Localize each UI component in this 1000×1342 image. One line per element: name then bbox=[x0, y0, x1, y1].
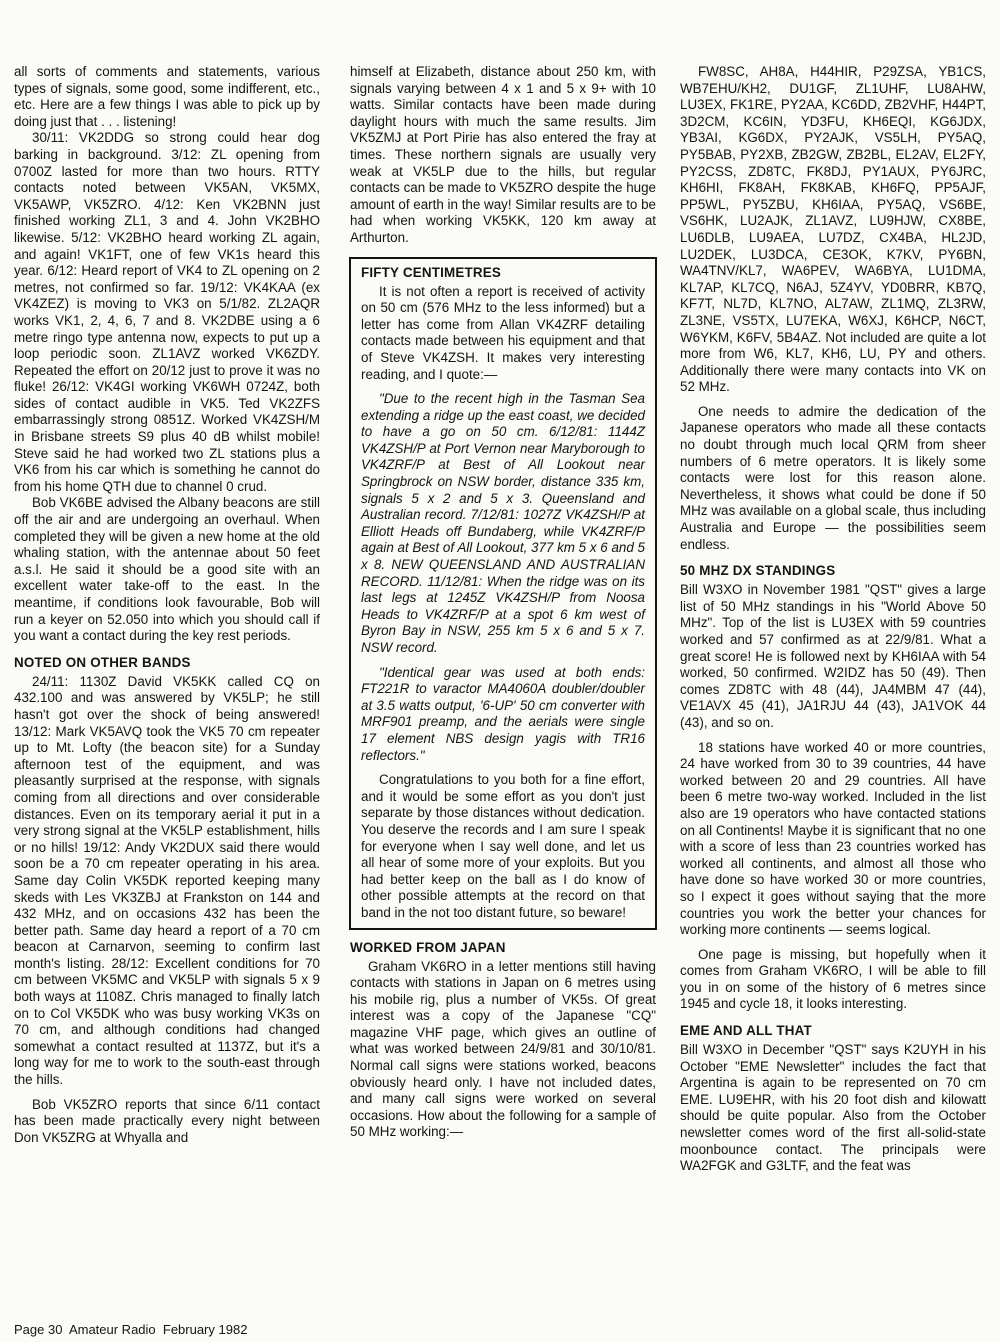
quote-paragraph: "Due to the recent high in the Tasman Sea extending a ridge up the east coast, we decided to have a go on 50 cm. 6/12/81: 1144Z VK4ZSH/P at Port Vernon near Maryborough to VK4ZRF/P at Best of All Lookout near Springbrock on NSW border, distance 335 km, signals 5 x 2 and 5 x 3. Queensland and Australian record. 7/12/81: 1027Z VK4ZSH/P at Elliott Heads off Bundaberg, while VK4ZRF/P again at Best of All Lookout, 377 km 5 x 6 and 5 x 8. NEW QUEENSLAND AND AUSTRALIAN RECORD. 11/12/81: When the ridge was on its last legs at 1245Z VK4ZSH/P from Noosa Heads to VK4ZRF/P at a spot 6 km west of Byron Bay in NSW, 255 km 5 x 6 and 5 x 7. NSW record. bbox=[361, 391, 645, 655]
section-heading: EME AND ALL THAT bbox=[680, 1023, 812, 1039]
section-heading: FIFTY CENTIMETRES bbox=[361, 264, 502, 280]
column-1 bbox=[14, 64, 320, 1146]
paragraph: Bob VK6BE advised the Albany beacons are still off the air and are undergoing an overhaul. When completed they will be given a new home at the old whaling station, with the antennae about 50 feet a.s.l. He said it should be a good site with an excellent water take-off to the east. In the meantime, if conditions look favourable, Bob will run a keyer on 52.050 into which you should call if you want a contact during the key rest periods. bbox=[14, 495, 320, 644]
paragraph: 18 stations have worked 40 or more countries, 24 have worked from 30 to 39 countries, 44 have worked between 20 and 29 countries. All have been 6 metre two-way worked. Included in the list also are 19 operators who have contacted stations on all Continents! Maybe it is significant that no one with a score of less than 23 countries worked has worked all continents, and almost all those who have done so have worked 30 or more countries, so I expect it goes without saying that the more countries you work the better your chances for working more continents — seems logical. bbox=[680, 739, 986, 938]
page-footer: Page 30 Amateur Radio February 1982 bbox=[14, 1322, 248, 1337]
paragraph: One needs to admire the dedication of the Japanese operators who made all these contacts no doubt through much local QRM from sheer numbers of 6 metre operators. It is likely some contacts were lost for this reason alone. Nevertheless, it shows what could be done if 50 MHz was available on a global scale, thus including Australia and Europe — the possibilities seem endless. bbox=[680, 403, 986, 552]
callsign-list: FW8SC, AH8A, H44HIR, P29ZSA, YB1CS, WB7EHU/KH2, DU1GF, ZL1UHF, LU8AHW, LU3EX, FK1RE, PY2AA, KC6DD, ZB2VHF, H44PT, 3D2CM, KC6IN, YD3FU, KH6EQI, KG6JDX, YB3AI, KG6DX, PY2AJK, VS5LH, PY5AQ, PY5BAB, PY2XB, ZB2GW, ZB2BL, EL2AV, EL2FY, PY2CSS, ZD8TC, FK8DJ, PY1AUX, PY6JRC, KH6HI, FK8AH, FK8KAB, KH6FQ, PP5AJF, PP5WL, PY5ZBU, KH6IAA, PY5AQ, VS6BE, VS6HK, LU2AJK, ZL1AVZ, LU9HJW, CX8BE, LU6DLB, LU9AEA, LU7DZ, CX4BA, HL2JD, LU2DEK, LU3DCA, CE3OK, K7KV, PY6BN, WA4TNV/KL7, WA6PEV, WA6BYA, LU1DMA, KL7AP, KL7CQ, N6AJ, 5Z4YV, YD0BRR, KB7Q, KF7T, NL7D, KL7NO, AL7AW, ZL1MQ, ZL3RW, ZL3NE, VS5TX, LU7EKA, W6XJ, K6HCP, N6CT, W6YKM, K6FV, 5B4AZ. Not included are quite a lot more from W6, KL7, KH6, LU, PY and others. Additionally there were many contacts into VK on 52 MHz. bbox=[680, 64, 986, 395]
paragraph: 24/11: 1130Z David VK5KK called CQ on 432.100 and was answered by VK5LP; he still hasn't got over the shock of being answered! 13/12: Mark VK5AVQ took the VK5 70 cm repeater up to Mt. Lofty (the beacon site) for a Sunday afternoon test of the equipment, and was pleasantly surprised at the response, with signals coming from all directions and over considerable distances. Even on its temporary aerial it put in a very strong signal at the VK5LP establishment, hills or no hills! 19/12: Andy VK2DUX said there would soon be a 70 cm repeater operating in his area. Same day Colin VK5DK reported keeping many skeds with Les VK3ZBJ at Frankston on 144 and 432 MHz, and on occasions 432 has been the better path. Same day heard a report of a 70 cm beacon at Carnarvon, seeming to confirm last month's listing. 28/12: Excellent conditions for 70 cm between VK5MC and VK5LP with signals 5 x 9 both ways at 1108Z. Chris managed to finally latch on to Col VK5DK who was busy working VK3s on 70 cm, and although conditions had changed somewhat a contact resulted at 1137Z, but it's a long way for me to work to the south-east through the hills. bbox=[14, 673, 320, 1088]
paragraph: 30/11: VK2DDG so strong could hear dog barking in background. 3/12: ZL opening from 0700Z lasted for more than two hours. RTTY contacts noted between VK5AN, VK5MX, VK5AWP, VK5ZRO. 4/12: Ken VK2BNN just finished working ZL1, 3 and 4. John VK2BHO likewise. 5/12: VK2BHO heard working ZL again, and again! VK1FT, one of few VK1s heard this year. 6/12: Heard report of VK4 to ZL opening on 2 metres, not confirmed so far. 19/12: VK4KAA (ex VK4ZEZ) is moving to VK3 on 5/1/82. ZL2AQR works VK1, 2, 4, 6, 7 and 8. VK2DBE using a 6 metre ringo type antenna now, expects to put up a loop periodic soon. ZL1AVZ worked VK6ZDY. Repeated the effort on 20/12 just to prove it was no fluke! 26/12: VK4GI working VK6WH 0724Z, both sides of contact audible in VK5. Ted VK2ZFS embarrassingly strong 0851Z. Worked VK4ZSH/M in Brisbane streets S9 plus 40 dB whilst mobile! Steve said he had worked two ZL stations plus a VK6 from his car which is something he cannot do from his home QTH due to channel 0 crud. bbox=[14, 130, 320, 494]
column-3 bbox=[680, 64, 986, 1175]
paragraph: himself at Elizabeth, distance about 250 km, with signals varying between 4 x 1 and 5 x 9+ with 10 watts. Similar contacts have been made during daylight hours with much the same results. Jim VK5ZMJ at Port Pirie has also entered the fray at times. These northern signals are usually very weak at VK5LP due to the hills, but regular contacts can be made to VK5ZRO despite the huge amount of earth in the way! Similar results are to be had when working VK5KK, 120 km away at Arthurton. bbox=[350, 64, 656, 245]
column-2 bbox=[350, 64, 656, 1141]
quote-paragraph: "Identical gear was used at both ends: FT221R to varactor MA4060A doubler/doubler at 3.5 watts output, '6-UP' 50 cm converter with MRF901 preamp, and the aerials were single 17 element NBS design yagis with TR16 reflectors." bbox=[361, 664, 645, 763]
section-heading: WORKED FROM JAPAN bbox=[350, 939, 506, 955]
paragraph: It is not often a report is received of activity on 50 cm (576 MHz to the less informed) but a letter has come from Allan VK4ZRF detailing contacts made between his equipment and that of Steve VK4ZSH. It makes very interesting reading, and I quote:— bbox=[361, 283, 645, 382]
paragraph: Bob VK5ZRO reports that since 6/11 contact has been made practically every night between Don VK5ZRG at Whyalla and bbox=[14, 1096, 320, 1145]
section-heading: NOTED ON OTHER BANDS bbox=[14, 654, 191, 670]
section-heading: 50 MHZ DX STANDINGS bbox=[680, 563, 836, 579]
paragraph: One page is missing, but hopefully when it comes from Graham VK6RO, I will be able to fill you in on some of the history of 6 metres since 1945 and cycle 18, it looks interesting. bbox=[680, 946, 986, 1012]
paragraph: all sorts of comments and statements, various types of signals, some good, some indifferent, etc., etc. Here are a few things I was able to pick up by doing just that . . . listening! bbox=[14, 64, 320, 129]
boxed-article bbox=[349, 257, 657, 930]
paragraph: Graham VK6RO in a letter mentions still having contacts with stations in Japan on 6 metres using his mobile rig, plus a number of VK5s. Of great interest was a copy of the Japanese "CQ" magazine VHF page, which gives an outline of what was worked between 24/9/81 and 30/10/81. Normal call signs were stations worked, beacons obviously heard only. I have not included dates, and many call signs were worked on several occasions. How about the following for a sample of 50 MHz working:— bbox=[350, 958, 656, 1140]
paragraph: Congratulations to you both for a fine effort, and it would be some effort as you don't just separate by those distances without dedication. You deserve the records and I am sure I speak for everyone when I say well done, and let us all hear of some more of your exploits. But you had better keep on the ball as I do know of other possible attempts at the record on that band in the not too distant future, so beware! bbox=[361, 772, 645, 920]
paragraph: Bill W3XO in December "QST" says K2UYH in his October "EME Newsletter" includes the fact that Argentina is again to be represented on 70 cm EME. LU9EHR, with his 20 foot dish and kilowatt should be quite popular. Also from the October newsletter comes word of the first all-solid-state moonbounce contact. The principals were WA2FGK and G3LTF, and the feat was bbox=[680, 1042, 986, 1174]
paragraph: Bill W3XO in November 1981 "QST" gives a large list of 50 MHz standings in his "World Above 50 MHz". Top of the list is LU3EX with 59 countries worked and 57 confirmed as at 22/9/81. What a great score! He is followed next by KH6IAA with 54 worked, 50 confirmed. W2IDZ has 50 (49). Then comes ZD8TC with 48 (44), JA4MBM 47 (44), VE1AVX 45 (41), JA1RJU 44 (43), JA1VOK 44 (43), and so on. bbox=[680, 582, 986, 730]
